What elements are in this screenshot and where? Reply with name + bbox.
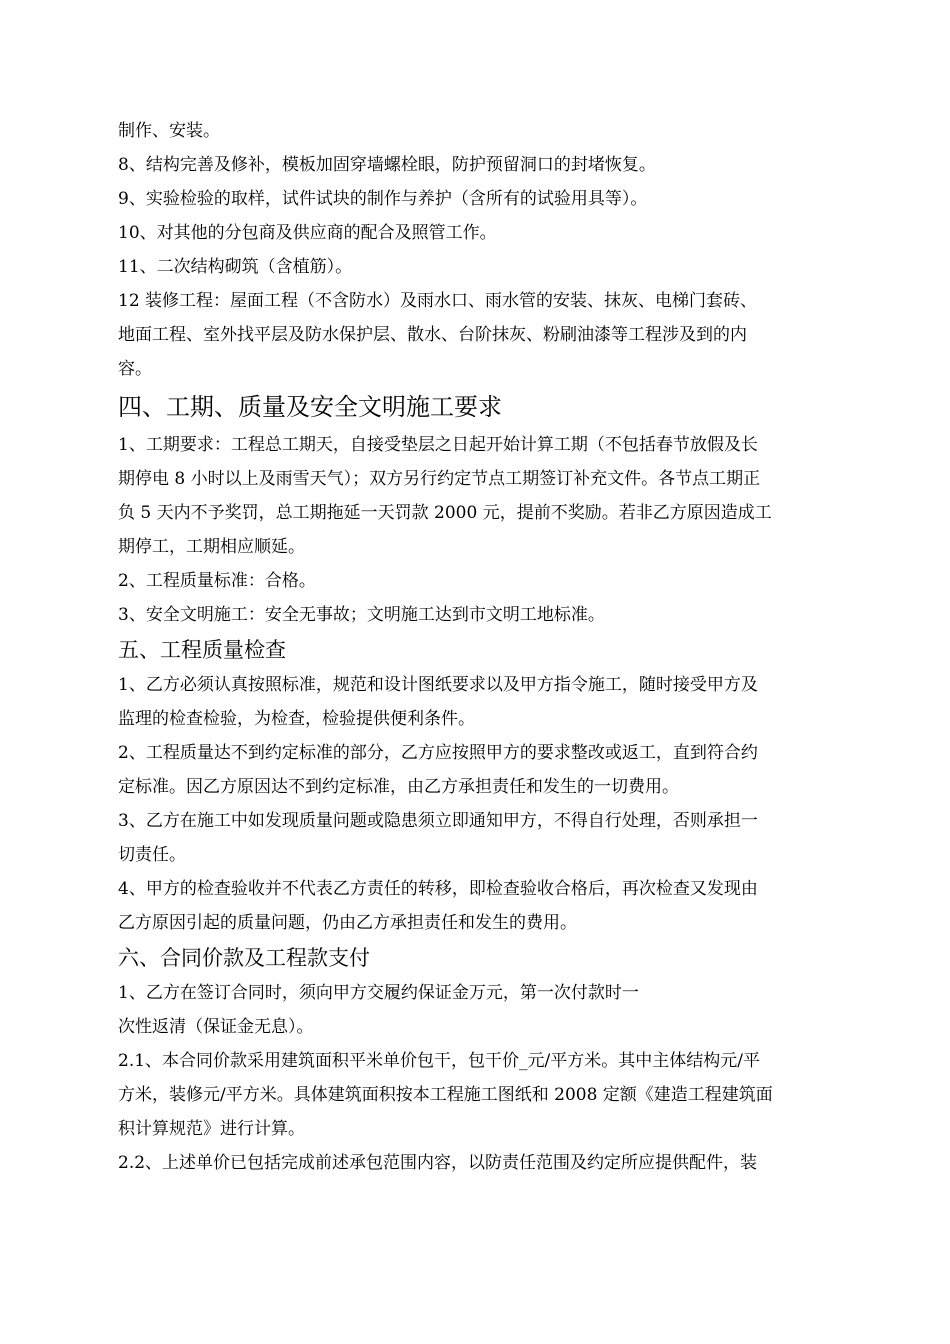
section6-line: 1、乙方在签订合同时，须向甲方交履约保证金万元，第一次付款时一: [118, 983, 639, 1003]
section5-line: 3、乙方在施工中如发现质量问题或隐患须立即通知甲方，不得自行处理，否则承担一: [118, 811, 758, 831]
section-heading-5: 五、工程质量检查: [118, 638, 286, 662]
section-heading-6: 六、合同价款及工程款支付: [118, 946, 370, 970]
body-line: 地面工程、室外找平层及防水保护层、散水、台阶抹灰、粉刷油漆等工程涉及到的内: [118, 325, 747, 345]
section-heading-4: 四、工期、质量及安全文明施工要求: [118, 393, 502, 421]
section4-line: 负 5 天内不予奖罚，总工期拖延一天罚款 2000 元，提前不奖励。若非乙方原因造成工: [118, 503, 772, 523]
section6-line: 方米，装修元/平方米。具体建筑面积按本工程施工图纸和 2008 定额《建造工程建筑面: [118, 1085, 773, 1105]
section5-line: 1、乙方必须认真按照标准，规范和设计图纸要求以及甲方指令施工，随时接受甲方及: [118, 675, 758, 695]
section6-line: 积计算规范》进行计算。: [118, 1119, 305, 1139]
body-line: 10、对其他的分包商及供应商的配合及照管工作。: [118, 223, 497, 243]
section4-line: 1、工期要求：工程总工期天，自接受垫层之日起开始计算工期（不包括春节放假及长: [118, 435, 758, 455]
section5-line: 切责任。: [118, 845, 186, 865]
body-line: 容。: [118, 359, 152, 379]
section4-line: 2、工程质量标准：合格。: [118, 571, 316, 591]
section6-line: 2.2、上述单价已包括完成前述承包范围内容，以防责任范围及约定所应提供配件，装: [118, 1153, 758, 1173]
section5-line: 2、工程质量达不到约定标准的部分，乙方应按照甲方的要求整改或返工，直到符合约: [118, 743, 758, 763]
body-line: 9、实验检验的取样，试件试块的制作与养护（含所有的试验用具等）。: [118, 189, 648, 209]
section5-line: 乙方原因引起的质量问题，仍由乙方承担责任和发生的费用。: [118, 913, 577, 933]
document-body: [118, 114, 846, 1180]
body-line: 制作、安装。: [118, 121, 220, 141]
section5-line: 定标准。因乙方原因达不到约定标准，由乙方承担责任和发生的一切费用。: [118, 777, 679, 797]
body-line: 12 装修工程：屋面工程（不含防水）及雨水口、雨水管的安装、抹灰、电梯门套砖、: [118, 291, 758, 311]
section4-line: 期停工，工期相应顺延。: [118, 537, 305, 557]
body-line: 11、二次结构砌筑（含植筋）。: [118, 257, 353, 277]
section4-line: 3、安全文明施工：安全无事故；文明施工达到市文明工地标准。: [118, 605, 605, 625]
section5-line: 监理的检查检验，为检查，检验提供便利条件。: [118, 709, 475, 729]
section6-line: 2.1、本合同价款采用建筑面积平米单价包干，包干价_元/平方米。其中主体结构元/平: [118, 1051, 760, 1071]
section4-line: 期停电 8 小时以上及雨雪天气）；双方另行约定节点工期签订补充文件。各节点工期正: [118, 469, 761, 489]
section6-line: 次性返清（保证金无息）。: [118, 1017, 314, 1037]
section5-line: 4、甲方的检查验收并不代表乙方责任的转移，即检查验收合格后，再次检查又发现由: [118, 879, 758, 899]
body-line: 8、结构完善及修补，模板加固穿墙螺栓眼，防护预留洞口的封堵恢复。: [118, 155, 656, 175]
